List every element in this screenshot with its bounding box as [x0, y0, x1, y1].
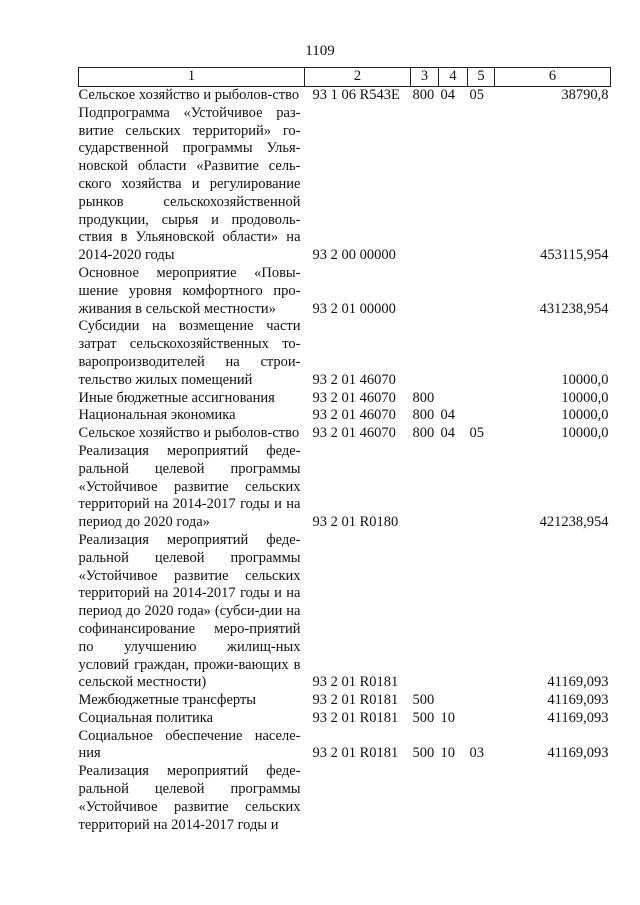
row-col5-cell	[468, 265, 495, 318]
row-amount-cell: 10000,0	[561, 371, 609, 388]
row-col3-cell	[411, 105, 439, 265]
row-col3-cell: 800	[412, 87, 435, 103]
row-col3-cell: 800	[412, 407, 435, 424]
row-amount-cell: 41169,093	[547, 692, 609, 709]
row-name-cell: Основное мероприятие «Повы-шение уровня комфортного про-живания в сельской местности»	[78, 264, 301, 317]
row-name-cell: Социальная политика	[78, 709, 214, 726]
row-col5-cell	[468, 105, 495, 265]
row-amount-cell: 41169,093	[547, 674, 609, 691]
row-col3-cell: 500	[412, 692, 435, 709]
row-col4-cell: 10	[440, 745, 455, 762]
table-row	[79, 318, 611, 389]
row-col4-cell: 04	[440, 407, 455, 424]
row-amount-cell: 421238,954	[539, 514, 609, 531]
header-col-6: 6	[495, 68, 611, 87]
table-row	[79, 87, 611, 105]
row-name-cell: Реализация мероприятий феде-ральной целевой программы «Устойчивое развитие сельских территорий на 2014-2017 годы и	[78, 763, 301, 833]
row-name-cell: Реализация мероприятий феде-ральной целевой программы «Устойчивое развитие сельских территорий на 2014-2017 годы и на период до 2020 года» (субси-дии на софинансирование меро-приятий по улучшению жилищ-ных условий граждан, прожи-вающих в сельской местности)	[78, 531, 301, 691]
row-amount-cell: 10000,0	[561, 425, 609, 442]
table-row	[79, 443, 611, 532]
row-col3-cell: 500	[412, 745, 435, 762]
row-name-cell: Иные бюджетные ассигнования	[78, 389, 275, 406]
table-row	[79, 265, 611, 318]
row-col4-cell: 10	[440, 709, 455, 726]
row-col4-cell: 04	[440, 87, 455, 103]
row-col5-cell	[468, 390, 495, 408]
row-col5-cell: 05	[469, 87, 484, 103]
row-amount-cell: 453115,954	[540, 247, 609, 264]
row-col4-cell	[439, 390, 468, 408]
row-code-cell: 93 2 01 46070	[312, 389, 396, 406]
row-amount-cell: 41169,093	[547, 745, 609, 762]
row-col5-cell: 05	[469, 425, 484, 442]
header-col-4: 4	[439, 68, 468, 87]
table-row	[79, 763, 611, 834]
header-col-5: 5	[468, 68, 495, 87]
row-col4-cell	[439, 443, 468, 532]
row-col3-cell: 800	[412, 425, 435, 442]
row-code-cell: 93 2 01 46070	[312, 425, 396, 442]
row-col3-cell	[411, 318, 439, 389]
row-col5-cell: 03	[469, 745, 484, 762]
row-amount-cell: 10000,0	[561, 389, 609, 406]
row-col4-cell	[439, 265, 468, 318]
row-code-cell: 93 2 00 00000	[312, 247, 396, 264]
row-col4-cell	[439, 692, 468, 710]
row-name-cell: Национальная экономика	[78, 407, 236, 424]
row-name-cell: Сельское хозяйство и рыболов-ство	[78, 425, 300, 442]
row-code-cell: 93 2 01 R0181	[312, 674, 399, 691]
row-col4-cell	[439, 763, 468, 834]
row-code-cell: 93 1 06 R543E	[312, 87, 400, 103]
row-col5-cell	[468, 710, 495, 728]
row-code-cell: 93 2 01 R0180	[312, 514, 399, 531]
row-code-cell: 93 2 01 R0181	[312, 692, 399, 709]
row-col3-cell	[411, 443, 439, 532]
table-row	[79, 710, 611, 728]
table-row	[79, 407, 611, 425]
row-col4-cell: 04	[440, 425, 455, 442]
row-col5-cell	[468, 532, 495, 692]
row-col5-cell	[468, 318, 495, 389]
table-row	[79, 692, 611, 710]
table-row	[79, 390, 611, 408]
row-name-cell: Межбюджетные трансферты	[78, 692, 257, 709]
row-col5-cell	[468, 692, 495, 710]
table-row	[79, 532, 611, 692]
row-amount-cell: 38790,8	[561, 87, 609, 103]
row-amount-cell: 431238,954	[539, 300, 609, 317]
row-col3-cell	[411, 763, 439, 834]
row-col4-cell	[439, 318, 468, 389]
row-amount-cell: 10000,0	[561, 407, 609, 424]
row-code-cell: 93 2 01 R0181	[312, 745, 399, 762]
header-col-1: 1	[79, 68, 305, 87]
row-col5-cell	[468, 407, 495, 425]
row-name-cell: Субсидии на возмещение части затрат сельскохозяйственных то-варопроизводителей на строи-тельство жилых помещений	[78, 318, 301, 388]
header-row	[79, 68, 611, 87]
row-col4-cell	[439, 105, 468, 265]
table-row	[79, 105, 611, 265]
budget-table	[78, 67, 611, 834]
row-name-cell: Социальное обеспечение населе-ния	[78, 727, 301, 762]
page-number: 1109	[305, 43, 335, 59]
row-code-cell	[305, 763, 411, 834]
header-col-2: 2	[305, 68, 411, 87]
row-code-cell: 93 2 01 R0181	[312, 709, 399, 726]
row-name-cell: Сельское хозяйство и рыболов-ство	[78, 87, 300, 103]
row-amount-cell: 41169,093	[547, 709, 609, 726]
row-amount-cell	[495, 763, 611, 834]
row-col4-cell	[439, 532, 468, 692]
row-name-cell: Подпрограмма «Устойчивое раз-витие сельских территорий» го-сударственной программы Улья-новской области «Развитие сель-ского хозяйства и регулирование рынков сельскохозяйственной продукции, сырья и продоволь-ствия в Ульяновской области» на 2014-2020 годы	[78, 104, 301, 264]
row-code-cell: 93 2 01 46070	[312, 371, 396, 388]
row-code-cell: 93 2 01 46070	[312, 407, 396, 424]
row-code-cell: 93 2 01 00000	[312, 300, 396, 317]
row-col5-cell	[468, 443, 495, 532]
row-col5-cell	[468, 763, 495, 834]
table-row	[79, 425, 611, 443]
row-col3-cell	[411, 532, 439, 692]
row-col3-cell: 800	[412, 389, 435, 406]
row-col3-cell	[411, 265, 439, 318]
header-col-3: 3	[411, 68, 439, 87]
row-name-cell: Реализация мероприятий феде-ральной целевой программы «Устойчивое развитие сельских территорий на 2014-2017 годы и на период до 2020 года»	[78, 442, 301, 531]
table-row	[79, 728, 611, 764]
row-col3-cell: 500	[412, 709, 435, 726]
